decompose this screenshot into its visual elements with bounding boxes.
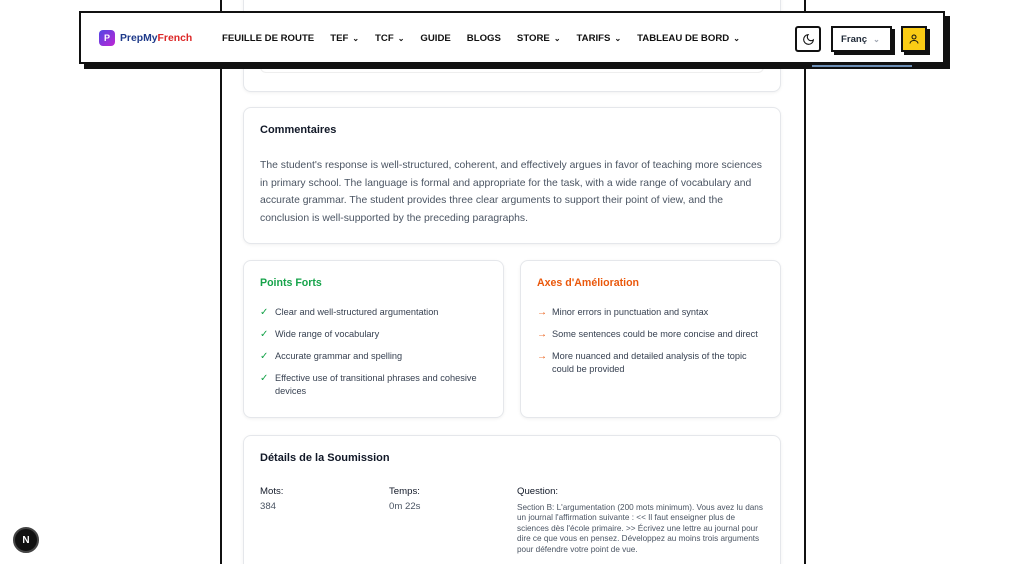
logo[interactable] (99, 30, 192, 46)
words-value: 384 (260, 501, 277, 512)
chevron-down-icon: ⌄ (614, 34, 622, 43)
words-label: Mots: (260, 486, 284, 497)
chevron-down-icon: ⌄ (873, 34, 880, 44)
improvements-card (520, 260, 781, 418)
nav-tcf[interactable]: TCF ⌄ (375, 33, 405, 44)
nav-tarifs[interactable]: TARIFS ⌄ (576, 33, 622, 44)
moon-icon (802, 33, 815, 46)
details-title: Détails de la Soumission (260, 452, 390, 464)
list-item: ✓ Accurate grammar and spelling (260, 350, 403, 362)
top-navbar (79, 11, 945, 64)
improvements-title: Axes d'Amélioration (537, 277, 640, 289)
question-label: Question: (517, 486, 559, 497)
comments-title: Commentaires (260, 124, 337, 136)
check-icon: ✓ (260, 307, 269, 318)
submission-details-card (243, 435, 781, 564)
comments-card (243, 107, 781, 244)
check-icon: ✓ (260, 328, 269, 340)
words-detail (260, 486, 283, 512)
language-value: Franç (841, 33, 868, 45)
question-detail (517, 486, 767, 555)
question-text: Section B: L'argumentation (200 mots minimum). Vous avez lu dans un journal l'affirmation suivante : << Il faut enseigner plus de sciences dès l'école primaire. >> Écrivez une lettre au journal pour dire ce que vous en pensez. Développez au moins trois arguments pour défendre votre point de vue. (517, 503, 763, 554)
time-value: 0m 22s (389, 501, 421, 512)
list-item: → Some sentences could be more concise and direct (537, 328, 758, 340)
nav-tableau-de-bord[interactable]: TABLEAU DE BORD ⌄ (637, 33, 740, 44)
strengths-list (260, 306, 487, 399)
nav-feuille-de-route[interactable]: FEUILLE DE ROUTE (222, 33, 315, 44)
nav-blogs[interactable]: BLOGS (466, 33, 501, 44)
strengths-title: Points Forts (260, 277, 322, 289)
main-nav (222, 33, 756, 44)
nav-guide[interactable]: GUIDE (420, 33, 451, 44)
list-item: ✓ Wide range of vocabulary (260, 328, 380, 340)
list-item: → More nuanced and detailed analysis of the topic could be provided (537, 350, 764, 377)
arrow-right-icon: → (537, 307, 547, 318)
time-detail (389, 486, 420, 512)
nav-tef[interactable]: TEF ⌄ (330, 33, 360, 44)
arrow-right-icon: → (537, 350, 547, 362)
chevron-down-icon: ⌄ (553, 34, 561, 43)
check-icon: ✓ (260, 350, 269, 362)
dev-tools-badge[interactable]: N (13, 527, 39, 553)
language-select[interactable] (831, 26, 892, 52)
time-label: Temps: (389, 486, 420, 497)
improvements-list (537, 306, 764, 377)
logo-text: PrepMyFrench (120, 32, 193, 44)
nav-store[interactable]: STORE ⌄ (516, 33, 561, 44)
details-row (260, 486, 764, 564)
comments-text: The student's response is well-structured, coherent, and effectively argues in favor of teaching more sciences in primary school. The language is formal and appropriate for the task, with a wide range of vocabulary and accurate grammar. The student provides three clear arguments to support their point of view, and the conclusion is well-supported by the preceding paragraphs. (260, 160, 762, 224)
language-underline (812, 65, 912, 67)
check-icon: ✓ (260, 372, 269, 384)
chevron-down-icon: ⌄ (733, 34, 740, 43)
list-item: ✓ Clear and well-structured argumentation (260, 307, 439, 318)
strengths-card (243, 260, 504, 418)
chevron-down-icon: ⌄ (397, 34, 405, 43)
theme-toggle-button[interactable] (795, 26, 821, 52)
user-icon (908, 33, 920, 45)
list-item: ✓ Effective use of transitional phrases and cohesive devices (260, 372, 487, 399)
chevron-down-icon: ⌄ (352, 34, 360, 43)
arrow-right-icon: → (537, 328, 547, 340)
user-account-button[interactable] (901, 26, 927, 52)
logo-badge: P (99, 30, 115, 46)
list-item: → Minor errors in punctuation and syntax (537, 307, 709, 318)
